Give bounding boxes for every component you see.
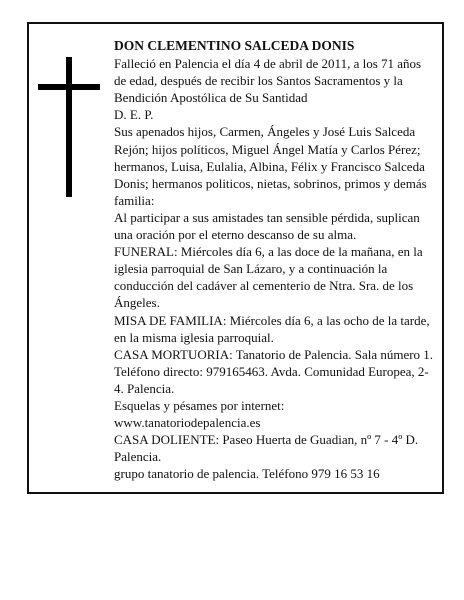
grieving-house-info: CASA DOLIENTE: Paseo Huerta de Guadian, nº 7 - 4º D. Palencia.	[114, 432, 419, 465]
prayer-request: Al participar a sus amistades tan sensible pérdida, suplican una oración por el eterno descanso de su alma.	[114, 209, 420, 243]
family-list: Sus apenados hijos, Carmen, Ángeles y José Luis Salceda Rejón; hijos políticos, Miguel Ángel Matía y Carlos Pérez; hermanos, Luisa, Eulalia, Albina, Félix y Francisco Salceda Donis; hermanos politicos, nietas, sobrinos, primos y demás familia:	[114, 124, 427, 208]
funeral-home-info: CASA MORTUORIA: Tanatorio de Palencia. Sala número 1. Teléfono directo: 979165463. Avda. Comunidad Europea, 2-4. Palencia.	[114, 346, 434, 396]
cross-icon	[66, 57, 72, 197]
rip-line: D. E. P.	[114, 107, 154, 123]
deceased-name: DON CLEMENTINO SALCEDA DONIS	[114, 38, 355, 53]
family-mass-info: MISA DE FAMILIA: Miércoles día 6, a las ocho de la tarde, en la misma iglesia parroquial.	[114, 312, 430, 345]
obituary-text	[114, 37, 434, 482]
footer-line: grupo tanatorio de palencia. Teléfono 979 16 53 16	[114, 466, 380, 482]
funeral-info: FUNERAL: Miércoles día 6, a las doce de la mañana, en la iglesia parroquial de San Lázaro, y a continuación la conducción del cadáver al cementerio de Ntra. Sra. de los Ángeles.	[114, 244, 423, 311]
cross-icon-crossbar	[38, 84, 100, 90]
online-condolences: Esquelas y pésames por internet: www.tanatoriodepalencia.es	[114, 397, 285, 431]
death-notice: Falleció en Palencia el día 4 de abril de 2011, a los 71 años de edad, después de recibir los Santos Sacramentos y la Bendición Apostólica de Su Santidad	[114, 56, 422, 106]
